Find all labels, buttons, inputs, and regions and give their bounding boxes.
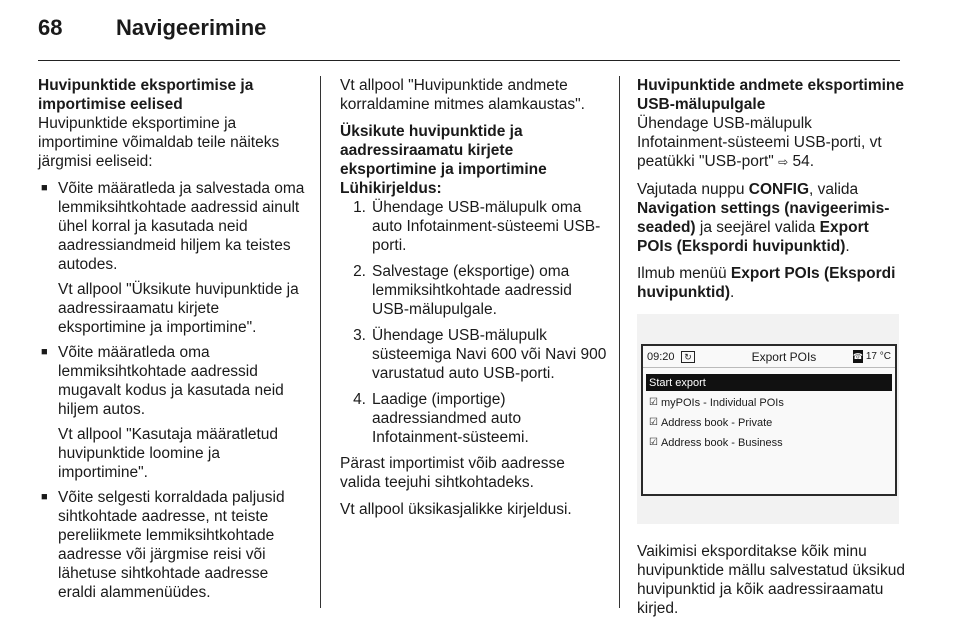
page-title: Navigeerimine bbox=[116, 15, 267, 40]
list-item bbox=[340, 198, 608, 255]
bullet-text: ■ Võite määratleda ja salvestada oma lemmiksihtkohtade aadressid ainult ühel korral ja kasutada neid aadressiandmeid hiljem ka teistes autodes. bbox=[58, 180, 305, 273]
paragraph bbox=[637, 264, 905, 302]
menu-item-label: myPOIs - Individual POIs bbox=[660, 396, 784, 409]
column-2 bbox=[340, 76, 608, 527]
paragraph: Pärast importimist võib aadresse valida teejuhi sihtkohtadeks. bbox=[340, 455, 565, 491]
screenshot-panel bbox=[637, 314, 899, 524]
bullet-text: ■ Võite selgesti korraldada paljusid sihtkohtade aadresse, nt teiste pereliikmete lemmiksihtkohtade aadresse või järgmise reisi või lähetuse sihtkohtade aadresse eraldi alammenüüdes. bbox=[58, 489, 285, 601]
page-header bbox=[38, 15, 267, 50]
page-reference: 54. bbox=[792, 153, 815, 170]
header-divider bbox=[38, 60, 900, 61]
menu-item-start-export[interactable] bbox=[646, 374, 892, 391]
clock: 09:20 bbox=[647, 350, 675, 363]
bullet-ref: Vt allpool "Üksikute huvipunktide ja aadressiraamatu kirjete eksportimine ja importimine". bbox=[58, 281, 299, 336]
export-menu bbox=[643, 368, 895, 451]
step-text: Salvestage (eksportige) oma lemmiksihtkohtade aadressid USB-mälupulgale. bbox=[372, 263, 572, 318]
config-button-label: CONFIG bbox=[748, 181, 810, 198]
text-span: Infotainment-süsteemi USB-porti, vt peatükki "USB-port" bbox=[637, 134, 882, 170]
bullet-list bbox=[38, 179, 308, 602]
paragraph bbox=[637, 114, 905, 172]
paragraph: Huvipunktide eksportimine ja importimine võimaldab teile näiteks järgmisi eeliseid: bbox=[38, 115, 280, 170]
text-span: ja seejärel valida bbox=[695, 219, 820, 236]
menu-label: Export POIs (Ekspordi huvipunktid) bbox=[637, 219, 869, 255]
paragraph: Vt allpool üksikasjalikke kirjeldusi. bbox=[340, 501, 572, 518]
column-1 bbox=[38, 76, 308, 608]
step-number: 2. bbox=[353, 263, 366, 280]
paragraph: Vt allpool "Huvipunktide andmete korraldamine mitmes alamkaustas". bbox=[340, 77, 585, 113]
section-heading: Huvipunktide andmete eksportimine USB-mälupulgale bbox=[637, 77, 904, 113]
menu-item-label: Address book - Private bbox=[660, 416, 773, 429]
menu-label: Export POIs (Ekspordi huvipunktid) bbox=[637, 265, 896, 301]
temperature: 17 °C bbox=[865, 350, 891, 362]
checkbox-icon: ☑ bbox=[649, 396, 658, 408]
infotainment-screen bbox=[641, 344, 897, 496]
text-span: . bbox=[845, 238, 850, 255]
menu-item-address-business[interactable] bbox=[646, 434, 892, 451]
column-divider bbox=[320, 76, 321, 608]
sync-icon: ↻ bbox=[681, 351, 695, 363]
text-span: Ühendage USB-mälupulk bbox=[637, 115, 812, 132]
menu-label: Navigation settings (navigeerimis-seaded) bbox=[637, 200, 890, 236]
step-number: 1. bbox=[353, 199, 366, 216]
list-item bbox=[340, 326, 608, 383]
step-text: Ühendage USB-mälupulk süsteemiga Navi 600 või Navi 900 varustatud auto USB-porti. bbox=[372, 327, 607, 382]
checkbox-icon: ☑ bbox=[649, 436, 658, 448]
column-divider bbox=[619, 76, 620, 608]
menu-item-mypois[interactable] bbox=[646, 394, 892, 411]
phone-icon: ☎ bbox=[853, 350, 863, 363]
text-span: . bbox=[730, 284, 735, 301]
bullet-text: ■ Võite määratleda oma lemmiksihtkohtade aadressid mugavalt kodus ja kasutada neid hiljem autos. bbox=[58, 344, 284, 418]
step-text: Laadige (importige) aadressiandmed auto Infotainment-süsteemi. bbox=[372, 391, 529, 446]
section-heading: Huvipunktide eksportimise ja importimise eelised bbox=[38, 77, 254, 113]
bullet-ref: Vt allpool "Kasutaja määratletud huvipunktide loomine ja importimine". bbox=[58, 426, 279, 481]
section-heading: Üksikute huvipunktide ja aadressiraamatu kirjete eksportimine ja importimine bbox=[340, 123, 547, 178]
step-text: Ühendage USB-mälupulk oma auto Infotainment-süsteemi USB-porti. bbox=[372, 199, 601, 254]
checkbox-icon: ☑ bbox=[649, 416, 658, 428]
step-number: 4. bbox=[353, 391, 366, 408]
paragraph bbox=[637, 180, 905, 256]
list-item bbox=[38, 179, 308, 337]
menu-item-address-private[interactable] bbox=[646, 414, 892, 431]
list-item bbox=[38, 343, 308, 482]
menu-item-label: Address book - Business bbox=[660, 436, 783, 449]
list-item bbox=[340, 390, 608, 447]
step-number: 3. bbox=[353, 327, 366, 344]
list-item bbox=[38, 488, 308, 602]
arrow-ref-icon: ⇨ bbox=[778, 155, 789, 169]
steps-list bbox=[340, 198, 608, 447]
menu-item-label: Start export bbox=[649, 376, 706, 389]
subheading: Lühikirjeldus: bbox=[340, 180, 442, 197]
page-number: 68 bbox=[38, 15, 63, 40]
text-span: Ilmub menüü bbox=[637, 265, 731, 282]
list-item bbox=[340, 262, 608, 319]
screen-title: Export POIs bbox=[751, 349, 817, 364]
column-3 bbox=[637, 76, 905, 626]
paragraph: Vaikimisi eksporditakse kõik minu huvipunktide mällu salvestatud üksikud huvipunktid ja kõik aadressiraamatu kirjed. bbox=[637, 543, 905, 617]
text-span: , valida bbox=[809, 181, 859, 198]
screen-status-bar bbox=[643, 346, 895, 368]
text-span: Vajutada nuppu bbox=[637, 181, 749, 198]
